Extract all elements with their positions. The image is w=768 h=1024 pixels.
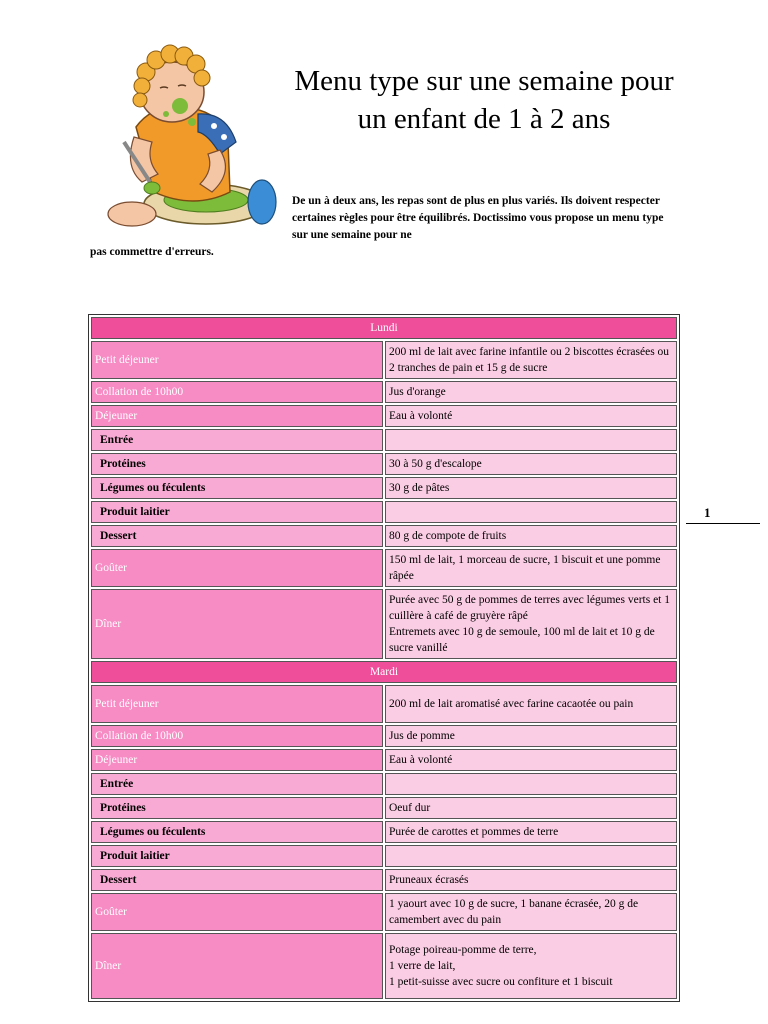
meal-label: Dessert: [91, 525, 383, 547]
table-row: [91, 893, 677, 931]
meal-label: Entrée: [91, 429, 383, 451]
meal-label: Petit déjeuner: [91, 341, 383, 379]
meal-value: 1 yaourt avec 10 g de sucre, 1 banane écrasée, 20 g de camembert avec du pain: [385, 893, 677, 931]
day-name: Lundi: [91, 317, 677, 339]
meal-label: Déjeuner: [91, 749, 383, 771]
table-row: [91, 845, 677, 867]
page-title: Menu type sur une semaine pour un enfant de 1 à 2 ans: [294, 65, 674, 135]
table-row: [91, 477, 677, 499]
meal-value: [385, 773, 677, 795]
meal-label: Dîner: [91, 933, 383, 999]
meal-value: 30 à 50 g d'escalope: [385, 453, 677, 475]
table-row: [91, 549, 677, 587]
table-row: [91, 501, 677, 523]
meal-value: Purée de carottes et pommes de terre: [385, 821, 677, 843]
meal-label: Légumes ou féculents: [91, 821, 383, 843]
meal-label: Collation de 10h00: [91, 725, 383, 747]
table-row: [91, 685, 677, 723]
table-row: [91, 589, 677, 659]
table-row: [91, 821, 677, 843]
meal-value: 200 ml de lait aromatisé avec farine cacaotée ou pain: [385, 685, 677, 723]
table-row: [91, 429, 677, 451]
meal-label: Déjeuner: [91, 405, 383, 427]
meal-label: Petit déjeuner: [91, 685, 383, 723]
intro-text: De un à deux ans, les repas sont de plus en plus variés. Ils doivent respecter certaines règles pour être équilibrés. Doctissimo vous propose un menu type sur une semaine pour ne: [292, 195, 664, 241]
meal-value: Jus de pomme: [385, 725, 677, 747]
meal-value: Jus d'orange: [385, 381, 677, 403]
meal-value: [385, 845, 677, 867]
table-row: [91, 797, 677, 819]
meal-label: Entrée: [91, 773, 383, 795]
meal-value: Oeuf dur: [385, 797, 677, 819]
table-row: [91, 869, 677, 891]
meal-label: Goûter: [91, 893, 383, 931]
meal-value: 80 g de compote de fruits: [385, 525, 677, 547]
meal-label: Légumes ou féculents: [91, 477, 383, 499]
table-row: [91, 773, 677, 795]
meal-value: Potage poireau-pomme de terre, 1 verre de lait, 1 petit-suisse avec sucre ou confiture et 1 biscuit: [385, 933, 677, 999]
meal-label: Goûter: [91, 549, 383, 587]
intro-text-end: pas commettre d'erreurs.: [90, 246, 214, 258]
meal-value: Pruneaux écrasés: [385, 869, 677, 891]
meal-label: Protéines: [91, 797, 383, 819]
day-name: Mardi: [91, 661, 677, 683]
meal-label: Dîner: [91, 589, 383, 659]
table-row: [91, 933, 677, 999]
meal-value: [385, 501, 677, 523]
table-row: [91, 453, 677, 475]
meal-value: 30 g de pâtes: [385, 477, 677, 499]
table-row: [91, 341, 677, 379]
meal-value: 150 ml de lait, 1 morceau de sucre, 1 biscuit et une pomme râpée: [385, 549, 677, 587]
page-number: 1: [704, 505, 711, 520]
table-row: [91, 405, 677, 427]
meal-label: Produit laitier: [91, 845, 383, 867]
meal-value: Purée avec 50 g de pommes de terres avec légumes verts et 1 cuillère à café de gruyère râpé Entremets avec 10 g de semoule, 100 ml de lait et 10 g de sucre vanillé: [385, 589, 677, 659]
table-row: [91, 381, 677, 403]
meal-value: Eau à volonté: [385, 405, 677, 427]
page-number-rule: [686, 523, 760, 524]
table-row: [91, 725, 677, 747]
meal-label: Dessert: [91, 869, 383, 891]
meal-label: Produit laitier: [91, 501, 383, 523]
weekly-menu-table: [88, 314, 680, 1002]
table-row: [91, 525, 677, 547]
meal-label: Protéines: [91, 453, 383, 475]
day-header-row: [91, 661, 677, 683]
day-header-row: [91, 317, 677, 339]
meal-value: [385, 429, 677, 451]
table-row: [91, 749, 677, 771]
meal-value: Eau à volonté: [385, 749, 677, 771]
meal-value: 200 ml de lait avec farine infantile ou 2 biscottes écrasées ou 2 tranches de pain et 15 g de sucre: [385, 341, 677, 379]
toddler-eating-illustration: [94, 42, 280, 234]
meal-label: Collation de 10h00: [91, 381, 383, 403]
